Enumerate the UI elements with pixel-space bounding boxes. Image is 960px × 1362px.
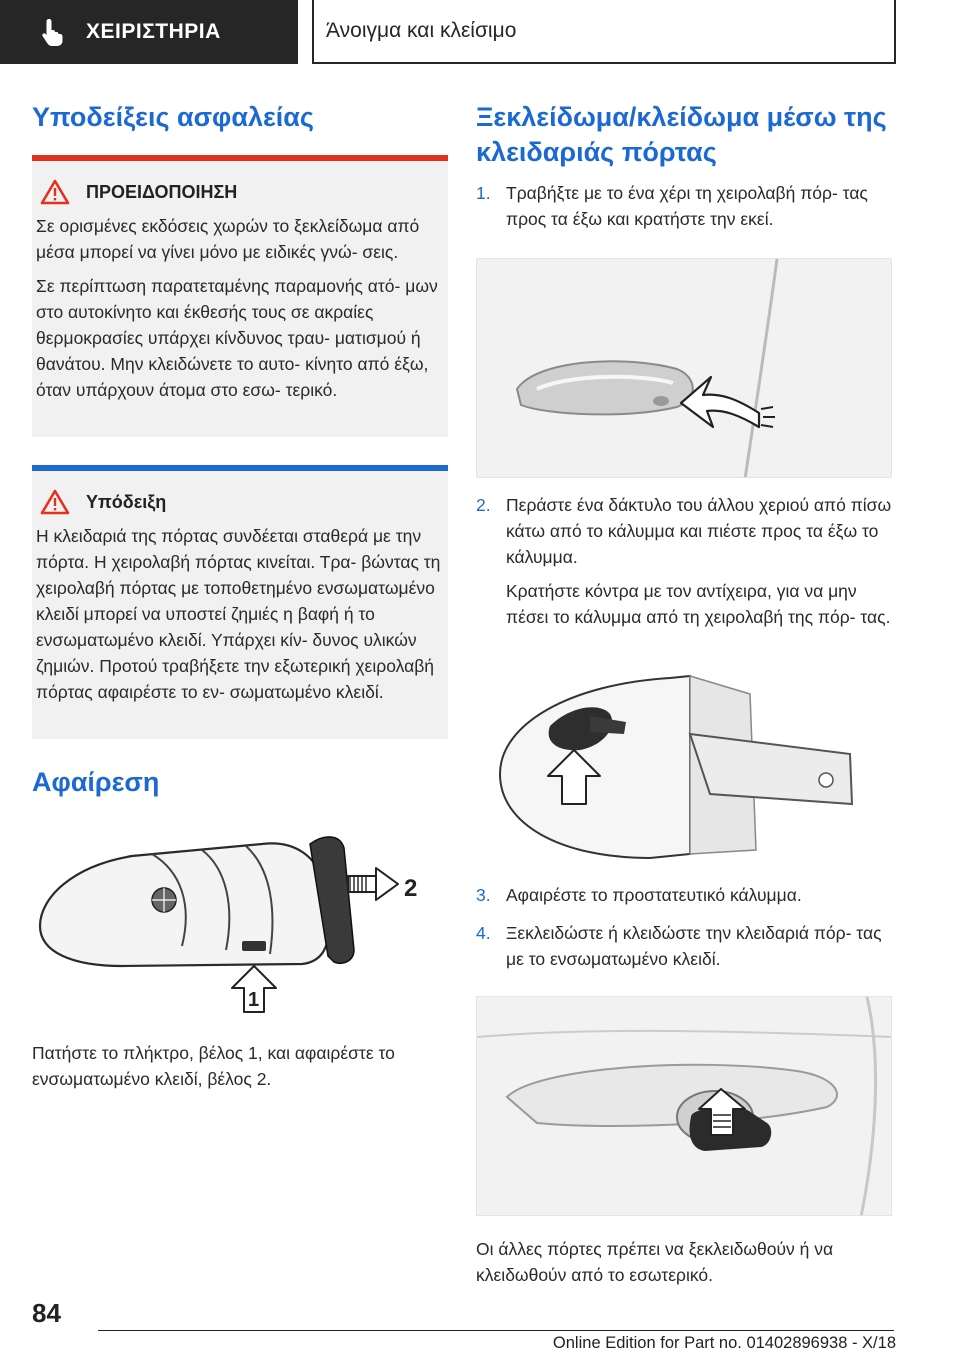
step-text: Περάστε ένα δάκτυλο του άλλου χεριού από πίσω κάτω από το κάλυμμα και πιέστε προς τα έξω το κάλυμμα. — [506, 495, 892, 567]
closing-text: Οι άλλες πόρτες πρέπει να ξεκλειδωθούν ή να κλειδωθούν από το εσωτερικό. — [476, 1239, 834, 1285]
warning-box — [32, 155, 448, 437]
step-number: 3. — [476, 885, 491, 905]
left-column — [32, 100, 448, 1100]
step-3 — [476, 882, 892, 916]
step-text: Ξεκλειδώστε ή κλειδώστε την κλειδαριά πόρ- τας με το ενσωματωμένο κλειδί. — [506, 923, 882, 969]
page-number: 84 — [32, 1298, 61, 1328]
section-header — [312, 0, 896, 64]
key-insert-figure — [476, 996, 892, 1216]
key-fob-illustration — [32, 826, 448, 1016]
warning-triangle-icon — [40, 489, 70, 515]
removal-text: Πατήστε το πλήκτρο, βέλος 1, και αφαιρέστε το ενσωματωμένο κλειδί, βέλος 2. — [32, 1043, 395, 1089]
door-handle-figure — [476, 258, 892, 478]
hand-pointer-icon — [40, 17, 66, 47]
step-number: 2. — [476, 495, 491, 515]
cover-removal-figure — [490, 654, 906, 870]
warning-text-1: Σε ορισμένες εκδόσεις χωρών το ξεκλείδωμα από μέσα μπορεί να γίνει μόνο με ειδικές γνώ- σεις. — [36, 216, 420, 262]
chapter-title: ΧΕΙΡΙΣΤΗΡΙΑ — [86, 20, 221, 43]
footer-divider — [98, 1330, 894, 1331]
arrow-1-label: 1 — [248, 989, 260, 1011]
step-number: 4. — [476, 923, 491, 943]
warning-title: ΠΡΟΕΙΔΟΠΟΙΗΣΗ — [86, 181, 238, 202]
warning-triangle-icon — [40, 179, 70, 205]
step-2 — [476, 492, 892, 638]
door-handle-illustration — [477, 259, 892, 478]
removal-heading: Αφαίρεση — [32, 767, 160, 797]
key-insert-illustration — [477, 997, 892, 1216]
step-extra-text: Κρατήστε κόντρα με τον αντίχειρα, για να μην πέσει το κάλυμμα από τη χειρολαβή της πόρ- τας. — [506, 581, 891, 627]
key-removal-figure — [32, 826, 448, 1016]
arrow-2-icon — [348, 868, 398, 900]
step-4 — [476, 920, 892, 980]
lock-heading: Ξεκλείδωμα/κλείδωμα μέσω της κλειδαριάς πόρτας — [476, 102, 887, 167]
step-text: Τραβήξτε με το ένα χέρι τη χειρολαβή πόρ- τας προς τα έξω και κρατήστε την εκεί. — [506, 183, 868, 229]
section-title: Άνοιγμα και κλείσιμο — [326, 19, 517, 42]
step-number: 1. — [476, 183, 491, 203]
right-column — [476, 100, 892, 1296]
safety-heading: Υποδείξεις ασφαλείας — [32, 102, 314, 132]
note-text: Η κλειδαριά της πόρτας συνδέεται σταθερά με την πόρτα. Η χειρολαβή πόρτας κινείται. Τρα- βώντας τη χειρολαβή πόρτας με τοποθετημένο ενσωματωμένο κλειδί μπορεί να υποστεί ζημιές η βαφή ή το ενσωματωμένο κλειδί. Υπάρχει κίν- δυνος υλικών ζημιών. Προτού τραβήξετε την εξωτερική χειρολαβή πόρτας αφαιρέστε το εν- σωματωμένο κλειδί. — [36, 526, 441, 702]
arrow-2-label: 2 — [404, 875, 418, 902]
chapter-tab[interactable] — [0, 0, 298, 64]
cover-removal-illustration — [490, 654, 892, 870]
note-title: Υπόδειξη — [86, 491, 167, 512]
step-text: Αφαιρέστε το προστατευτικό κάλυμμα. — [506, 885, 802, 905]
edition-text: Online Edition for Part no. 01402896938 - X/18 — [552, 1334, 896, 1352]
step-1 — [476, 180, 892, 240]
note-box — [32, 465, 448, 739]
warning-text-2: Σε περίπτωση παρατεταμένης παραμονής ατό- μων στο αυτοκίνητο και έκθεσής τους σε ακραίες θερμοκρασίες υπάρχει κίνδυνος τραυ- ματισμού ή θανάτου. Μην κλειδώνετε το αυτο- κίνητο από έξω, όταν υπάρχουν άτομα στο εσω- τερικό. — [36, 276, 438, 400]
